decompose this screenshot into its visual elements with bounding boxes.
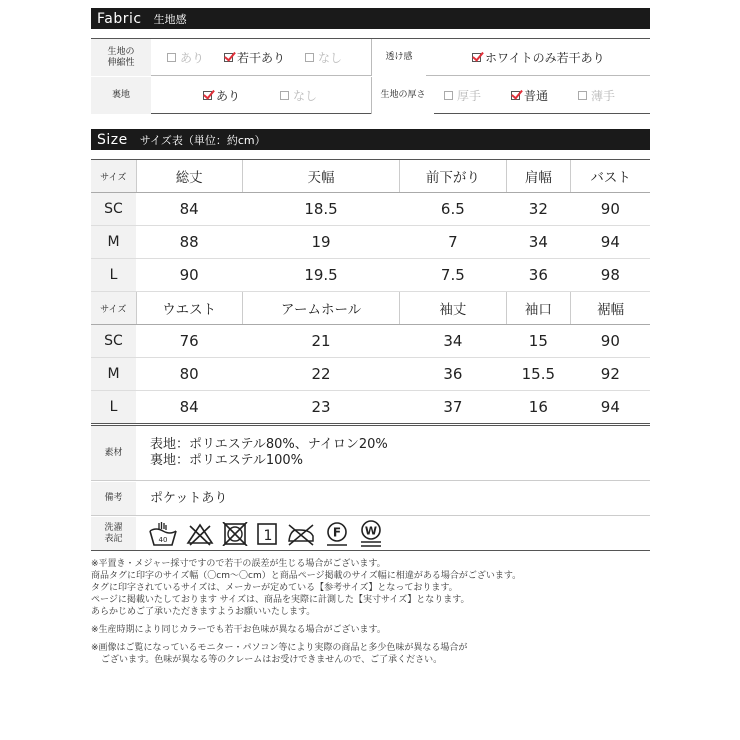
checked-checkbox-icon [472,53,481,62]
notes [91,558,651,666]
checkbox-icon [167,53,176,62]
material-label: 素材 [91,426,136,480]
care-label: 洗濯 表記 [91,517,136,550]
table-cell: 90 [571,193,650,226]
no-tumble-dry-icon [222,522,248,546]
table-cell: 90 [571,325,650,358]
table-cell: 98 [571,259,650,292]
table-cell: 19.5 [242,259,399,292]
checkbox-icon [444,91,453,100]
care-icons [136,517,384,550]
sheer-options [426,39,625,76]
thickness-option-thick: 厚手 [444,87,481,104]
svg-text:1: 1 [263,527,273,544]
column-header: 天幅 [242,160,399,193]
table-cell: 23 [242,391,399,424]
fabric-row-1 [91,39,650,76]
fabric-title-jp: 生地感 [153,12,187,26]
size-label: M [91,226,136,259]
column-header: 裾幅 [571,292,650,325]
table-cell: 34 [506,226,571,259]
size-title-jp: サイズ表（単位：約cm） [139,133,266,147]
size-table-header-2 [91,292,650,325]
table-cell: 84 [136,193,242,226]
table-cell: 19 [242,226,399,259]
material-block [91,425,650,481]
table-row [91,391,650,424]
material-outer: 表地：ポリエステル80%、ナイロン20% [150,437,388,452]
thickness-label: 生地の厚さ [372,77,434,114]
fabric-header-bar [91,8,650,29]
table-cell: 37 [400,391,506,424]
table-cell: 84 [136,391,242,424]
table-cell: 22 [242,358,399,391]
stretch-option-no: なし [305,49,342,66]
note-line: 商品タグに印字のサイズ幅（〇cm〜〇cm）と商品ページ掲載のサイズ幅に相違がある場合がございます。 [91,571,522,581]
hand-wash-icon [148,521,178,547]
note-line: ページに掲載いたしております サイズは、商品を実際に計測した【実寸サイズ】となります。 [91,595,470,605]
table-cell: 21 [242,325,399,358]
size-label: L [91,259,136,292]
table-cell: 6.5 [400,193,506,226]
column-header: 袖口 [506,292,571,325]
size-title-en: Size [97,131,128,148]
table-cell: 15 [506,325,571,358]
sheer-option-white-slight: ホワイトのみ若干あり [472,49,605,66]
checked-checkbox-icon [511,91,520,100]
dry-clean-f-icon [324,521,350,547]
checked-checkbox-icon [224,53,233,62]
table-cell: 16 [506,391,571,424]
stretch-options [151,39,371,76]
lining-options [151,77,371,114]
wet-clean-w-icon [358,520,384,548]
care-block [91,517,650,551]
table-cell: 36 [506,259,571,292]
row-header-label: サイズ [91,292,136,325]
fabric-table [91,38,650,114]
checked-checkbox-icon [203,91,212,100]
size-label: M [91,358,136,391]
note-line: ※画像はご覧になっているモニター・パソコン等により実際の商品と多少色味が異なる場合が [91,643,468,653]
note-line: あらかじめご了承いただきますようお願いいたします。 [91,607,316,617]
table-cell: 32 [506,193,571,226]
table-cell: 76 [136,325,242,358]
table-cell: 15.5 [506,358,571,391]
table-row [91,226,650,259]
stretch-label: 生地の 伸縮性 [91,39,151,76]
table-cell: 18.5 [242,193,399,226]
lining-label: 裏地 [91,77,151,114]
column-header: バスト [571,160,650,193]
lining-option-no: なし [280,87,317,104]
table-cell: 94 [571,226,650,259]
material-value [136,426,388,480]
size-label: SC [91,193,136,226]
size-header-bar [91,129,650,150]
note-line: ※平置き・メジャー採寸ですので若干の誤差が生じる場合がございます。 [91,559,386,569]
column-header: 前下がり [400,160,506,193]
remarks-block [91,482,650,516]
checkbox-icon [280,91,289,100]
table-cell: 94 [571,391,650,424]
table-row [91,325,650,358]
note-line: ※生産時期により同じカラーでも若干お色味が異なる場合がございます。 [91,625,386,635]
column-header: ウエスト [136,292,242,325]
column-header: 袖丈 [400,292,506,325]
size-label: L [91,391,136,424]
stretch-option-slight: 若干あり [224,49,285,66]
table-cell: 92 [571,358,650,391]
thickness-option-normal: 普通 [511,87,548,104]
no-iron-icon [286,522,316,546]
stretch-option-yes: あり [167,49,204,66]
svg-text:F: F [332,525,342,539]
table-cell: 36 [400,358,506,391]
checkbox-icon [578,91,587,100]
table-cell: 34 [400,325,506,358]
material-lining: 裏地：ポリエステル100% [150,453,303,468]
size-table [91,159,650,424]
thickness-options [434,77,635,114]
note-line: タグに印字されているサイズは、メーカーが定めている【参考サイズ】となっております。 [91,583,458,593]
column-header: 総丈 [136,160,242,193]
fabric-row-2 [91,77,650,114]
thickness-option-thin: 薄手 [578,87,615,104]
svg-text:40: 40 [158,535,168,544]
sheer-label: 透け感 [372,39,426,76]
table-row [91,358,650,391]
table-cell: 88 [136,226,242,259]
checkbox-icon [305,53,314,62]
table-cell: 80 [136,358,242,391]
table-row [91,193,650,226]
no-bleach-icon [186,522,214,546]
table-row [91,259,650,292]
column-header: 肩幅 [506,160,571,193]
note-line: ございます。色味が異なる等のクレームはお受けできませんので、ご了承ください。 [101,655,443,665]
column-header: アームホール [242,292,399,325]
size-table-header-1 [91,160,650,193]
line-dry-icon [256,522,278,546]
svg-text:W: W [364,524,378,537]
remarks-label: 備考 [91,482,136,515]
table-cell: 7 [400,226,506,259]
size-label: SC [91,325,136,358]
table-cell: 7.5 [400,259,506,292]
row-header-label: サイズ [91,160,136,193]
table-cell: 90 [136,259,242,292]
lining-option-yes: あり [203,87,240,104]
fabric-title-en: Fabric [97,10,142,27]
remarks-value: ポケットあり [150,490,228,506]
